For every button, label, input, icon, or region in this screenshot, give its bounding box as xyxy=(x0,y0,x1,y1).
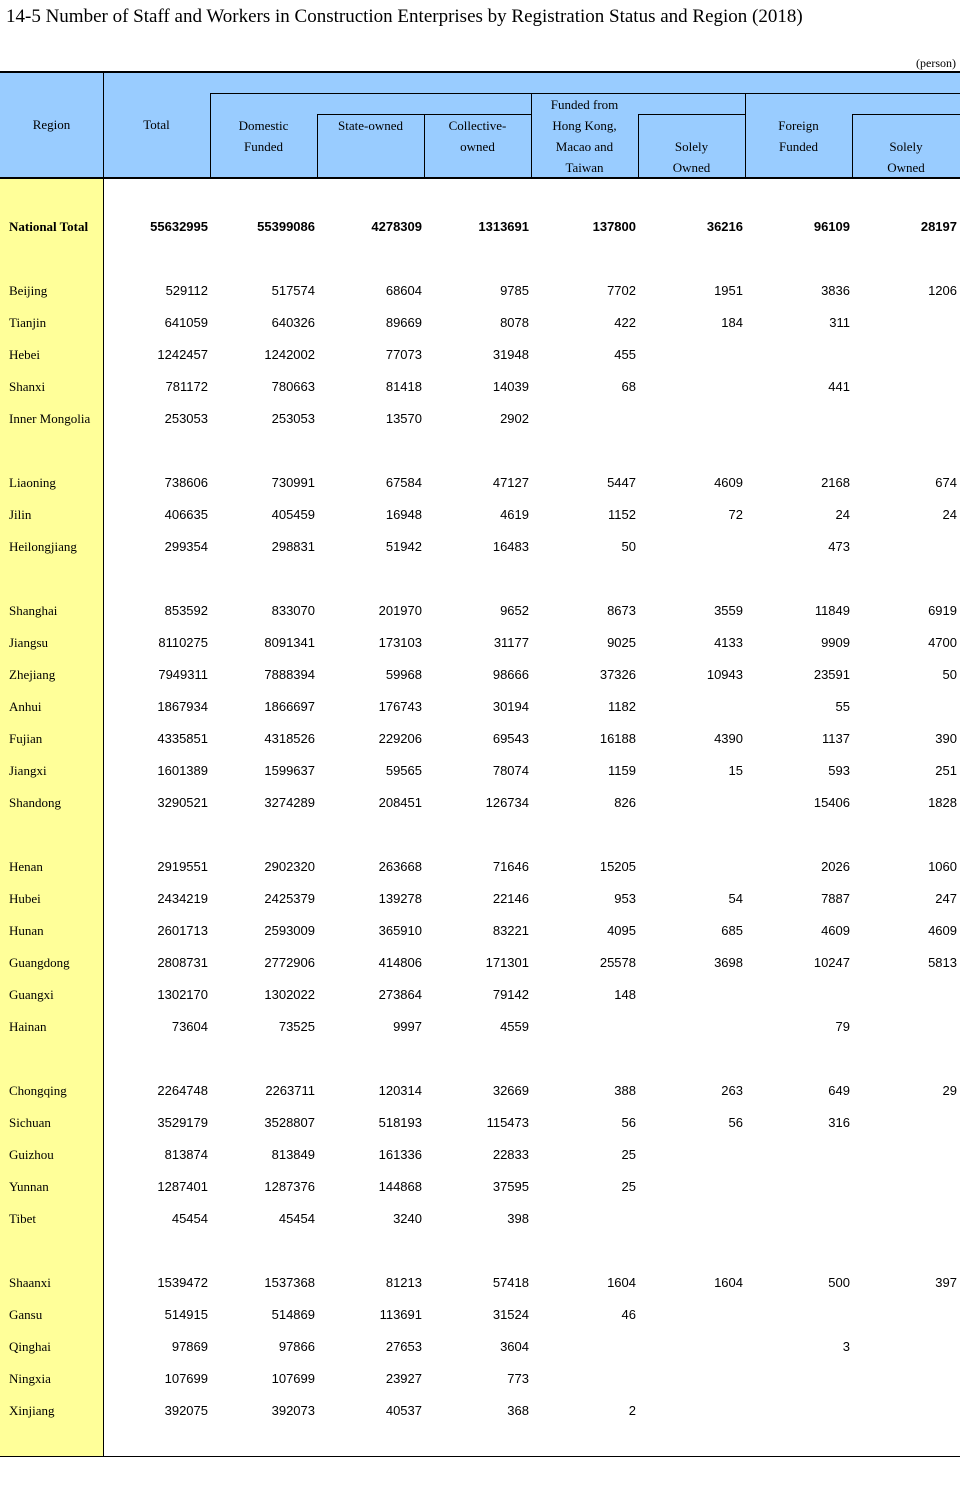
table-row xyxy=(0,920,960,940)
table-cell: 68 xyxy=(621,379,636,394)
table-cell: 3290521 xyxy=(157,795,208,810)
table-cell: 59968 xyxy=(385,667,422,682)
table-cell: 45454 xyxy=(278,1211,315,1226)
table-cell: 247 xyxy=(935,891,957,906)
table-cell: 4278309 xyxy=(371,219,422,234)
table-cell: 46 xyxy=(621,1307,636,1322)
table-cell: 674 xyxy=(935,475,957,490)
table-cell: 107699 xyxy=(164,1371,208,1386)
table-cell: 3836 xyxy=(821,283,850,298)
table-cell: 7949311 xyxy=(158,667,208,682)
table-cell: 23591 xyxy=(813,667,850,682)
table-cell: 4095 xyxy=(607,923,636,938)
table-row xyxy=(0,600,960,620)
table-cell: 3604 xyxy=(500,1339,529,1354)
table-cell: 4700 xyxy=(928,635,957,650)
header-foreign: Foreign Funded xyxy=(778,118,819,154)
table-cell: 3 xyxy=(842,1339,850,1354)
table-cell: 514869 xyxy=(271,1307,315,1322)
table-cell: 1287401 xyxy=(157,1179,208,1194)
table-cell: 738606 xyxy=(164,475,208,490)
table-cell: 97866 xyxy=(278,1339,315,1354)
table-cell: 47127 xyxy=(492,475,529,490)
table-cell: 781172 xyxy=(165,379,208,394)
table-cell: 529112 xyxy=(165,283,208,298)
table-cell: 25 xyxy=(621,1147,636,1162)
table-cell: 1539472 xyxy=(157,1275,208,1290)
region-name: Shanghai xyxy=(9,603,58,618)
unit-label: (person) xyxy=(916,56,956,70)
table-cell: 1242002 xyxy=(264,347,315,362)
table-cell: 640326 xyxy=(271,315,315,330)
region-name: Sichuan xyxy=(9,1115,51,1130)
table-cell: 9652 xyxy=(500,603,529,618)
table-cell: 89669 xyxy=(385,315,422,330)
table-cell: 176743 xyxy=(378,699,422,714)
table-row xyxy=(0,1208,960,1228)
region-name: Heilongjiang xyxy=(9,539,77,554)
table-cell: 514915 xyxy=(164,1307,208,1322)
table-row xyxy=(0,280,960,300)
table-cell: 8673 xyxy=(607,603,636,618)
table-cell: 55399086 xyxy=(257,219,315,234)
table-cell: 406635 xyxy=(164,507,208,522)
region-name: Hainan xyxy=(9,1019,47,1034)
table-cell: 68604 xyxy=(385,283,422,298)
table-cell: 1537368 xyxy=(264,1275,315,1290)
table-cell: 161336 xyxy=(378,1147,422,1162)
table-cell: 6919 xyxy=(928,603,957,618)
table-row xyxy=(0,1144,960,1164)
table-cell: 826 xyxy=(614,795,636,810)
table-row xyxy=(0,856,960,876)
table-row xyxy=(0,696,960,716)
table-cell: 398 xyxy=(507,1211,529,1226)
table-cell: 229206 xyxy=(378,731,422,746)
table-cell: 27653 xyxy=(385,1339,422,1354)
table-cell: 32669 xyxy=(492,1083,529,1098)
table-row xyxy=(0,216,960,236)
table-cell: 2264748 xyxy=(157,1083,208,1098)
table-cell: 780663 xyxy=(271,379,315,394)
table-cell: 405459 xyxy=(271,507,315,522)
region-name: Guangxi xyxy=(9,987,54,1002)
table-cell: 201970 xyxy=(378,603,422,618)
table-cell: 173103 xyxy=(378,635,422,650)
header-hk-macao-taiwan: Funded from Hong Kong, Macao and Taiwan xyxy=(550,97,619,175)
table-row xyxy=(0,1368,960,1388)
table-cell: 7702 xyxy=(607,283,636,298)
table-cell: 10943 xyxy=(706,667,743,682)
region-name: Xinjiang xyxy=(9,1403,55,1418)
table-cell: 4133 xyxy=(714,635,743,650)
table-cell: 3528807 xyxy=(264,1115,315,1130)
region-name: Beijing xyxy=(9,283,48,298)
table-cell: 4559 xyxy=(500,1019,529,1034)
table-cell: 72 xyxy=(728,507,743,522)
table-cell: 208451 xyxy=(378,795,422,810)
table-cell: 1302170 xyxy=(157,987,208,1002)
table-cell: 37595 xyxy=(492,1179,529,1194)
table-cell: 1287376 xyxy=(264,1179,315,1194)
table-cell: 73604 xyxy=(171,1019,208,1034)
table-cell: 1599637 xyxy=(264,763,315,778)
table-cell: 518193 xyxy=(378,1115,422,1130)
table-cell: 1159 xyxy=(608,763,636,778)
table-cell: 29 xyxy=(942,1083,957,1098)
table-cell: 2425379 xyxy=(264,891,315,906)
table-row xyxy=(0,1176,960,1196)
region-name: Fujian xyxy=(9,731,43,746)
table-cell: 422 xyxy=(614,315,636,330)
table-cell: 56 xyxy=(621,1115,636,1130)
table-row xyxy=(0,1112,960,1132)
table-cell: 14039 xyxy=(492,379,529,394)
table-cell: 4318526 xyxy=(264,731,315,746)
table-cell: 79142 xyxy=(492,987,529,1002)
table-cell: 473 xyxy=(828,539,850,554)
table-cell: 67584 xyxy=(385,475,422,490)
table-cell: 139278 xyxy=(378,891,422,906)
header-rule xyxy=(0,177,960,179)
table-cell: 55 xyxy=(835,699,850,714)
table-cell: 1152 xyxy=(608,507,636,522)
table-cell: 171301 xyxy=(485,955,529,970)
table-cell: 8078 xyxy=(500,315,529,330)
table-cell: 79 xyxy=(835,1019,850,1034)
table-cell: 148 xyxy=(614,987,636,1002)
table-cell: 40537 xyxy=(385,1403,422,1418)
table-cell: 4609 xyxy=(714,475,743,490)
table-cell: 97869 xyxy=(171,1339,208,1354)
table-row xyxy=(0,1272,960,1292)
region-column-background xyxy=(0,179,103,1456)
table-row xyxy=(0,1016,960,1036)
table-cell: 4609 xyxy=(928,923,957,938)
table-cell: 2593009 xyxy=(264,923,315,938)
table-row xyxy=(0,1080,960,1100)
table-cell: 36216 xyxy=(706,219,743,234)
header-state-owned: State-owned xyxy=(338,118,403,133)
table-cell: 81213 xyxy=(385,1275,422,1290)
table-cell: 316 xyxy=(828,1115,850,1130)
table-cell: 251 xyxy=(935,763,957,778)
table-cell: 96109 xyxy=(813,219,850,234)
header-collective: Collective- owned xyxy=(448,118,507,154)
table-cell: 73525 xyxy=(278,1019,315,1034)
table-cell: 126734 xyxy=(485,795,529,810)
table-cell: 500 xyxy=(828,1275,850,1290)
header-region: Region xyxy=(32,117,71,132)
header-total: Total xyxy=(143,117,170,132)
table-row xyxy=(0,536,960,556)
table-cell: 1313691 xyxy=(478,219,529,234)
table-row xyxy=(0,1400,960,1420)
table-cell: 25 xyxy=(621,1179,636,1194)
table-cell: 24 xyxy=(835,507,850,522)
table-cell: 184 xyxy=(721,315,743,330)
table-cell: 31177 xyxy=(493,635,529,650)
table-cell: 3698 xyxy=(714,955,743,970)
table-cell: 16483 xyxy=(492,539,529,554)
table-cell: 1060 xyxy=(928,859,957,874)
region-name: Guizhou xyxy=(9,1147,54,1162)
table-cell: 7888394 xyxy=(264,667,315,682)
table-cell: 4609 xyxy=(821,923,850,938)
region-name: Hunan xyxy=(9,923,44,938)
region-name: Hebei xyxy=(9,347,41,362)
table-cell: 813849 xyxy=(271,1147,315,1162)
table-row xyxy=(0,888,960,908)
header-domestic: Domestic Funded xyxy=(238,118,289,154)
table-cell: 55632995 xyxy=(150,219,208,234)
table-row xyxy=(0,344,960,364)
table-cell: 4335851 xyxy=(157,731,208,746)
table-cell: 5813 xyxy=(928,955,957,970)
table-cell: 273864 xyxy=(378,987,422,1002)
table-cell: 2168 xyxy=(821,475,850,490)
table-cell: 517574 xyxy=(271,283,315,298)
table-cell: 813874 xyxy=(164,1147,208,1162)
table-cell: 16948 xyxy=(385,507,422,522)
region-name: Ningxia xyxy=(9,1371,51,1386)
table-cell: 10247 xyxy=(813,955,850,970)
table-cell: 365910 xyxy=(378,923,422,938)
header-solely-owned: Solely Owned xyxy=(887,139,925,175)
table-cell: 2902320 xyxy=(264,859,315,874)
table-cell: 1242457 xyxy=(157,347,208,362)
table-row xyxy=(0,728,960,748)
table-cell: 1604 xyxy=(607,1275,636,1290)
table-cell: 25578 xyxy=(599,955,636,970)
table-row xyxy=(0,504,960,524)
table-cell: 1182 xyxy=(608,699,636,714)
table-cell: 414806 xyxy=(378,955,422,970)
table-cell: 397 xyxy=(935,1275,957,1290)
table-cell: 51942 xyxy=(385,539,422,554)
table-cell: 9785 xyxy=(500,283,529,298)
table-cell: 83221 xyxy=(492,923,529,938)
table-cell: 4619 xyxy=(500,507,529,522)
table-cell: 5447 xyxy=(607,475,636,490)
table-row xyxy=(0,376,960,396)
region-name: Jilin xyxy=(9,507,32,522)
region-name: Jiangxi xyxy=(9,763,47,778)
table-cell: 3559 xyxy=(714,603,743,618)
region-name: Shandong xyxy=(9,795,61,810)
region-name: Gansu xyxy=(9,1307,43,1322)
table-cell: 2919551 xyxy=(157,859,208,874)
region-name: Liaoning xyxy=(9,475,56,490)
table-cell: 1867934 xyxy=(157,699,208,714)
table-cell: 120314 xyxy=(378,1083,422,1098)
table-row xyxy=(0,632,960,652)
region-name: Jiangsu xyxy=(9,635,48,650)
region-name: Chongqing xyxy=(9,1083,67,1098)
table-cell: 54 xyxy=(728,891,743,906)
table-cell: 9997 xyxy=(393,1019,422,1034)
table-cell: 2808731 xyxy=(157,955,208,970)
table-cell: 2026 xyxy=(821,859,850,874)
table-cell: 37326 xyxy=(599,667,636,682)
table-cell: 16188 xyxy=(599,731,636,746)
table-cell: 78074 xyxy=(492,763,529,778)
table-row xyxy=(0,408,960,428)
table-cell: 11849 xyxy=(814,603,850,618)
table-row xyxy=(0,984,960,1004)
table-cell: 388 xyxy=(614,1083,636,1098)
table-cell: 1951 xyxy=(714,283,743,298)
table-cell: 69543 xyxy=(492,731,529,746)
table-cell: 115473 xyxy=(486,1115,529,1130)
table-cell: 441 xyxy=(828,379,850,394)
table-cell: 4390 xyxy=(714,731,743,746)
region-name: Inner Mongolia xyxy=(9,411,91,426)
region-name: Yunnan xyxy=(9,1179,49,1194)
table-cell: 9909 xyxy=(821,635,850,650)
table-cell: 1866697 xyxy=(264,699,315,714)
table-cell: 8091341 xyxy=(264,635,315,650)
table-cell: 311 xyxy=(829,315,850,330)
table-cell: 2772906 xyxy=(264,955,315,970)
table-cell: 953 xyxy=(614,891,636,906)
table-cell: 71646 xyxy=(492,859,529,874)
table-row xyxy=(0,312,960,332)
table-row xyxy=(0,472,960,492)
table-cell: 15406 xyxy=(813,795,850,810)
table-cell: 15205 xyxy=(599,859,636,874)
table-cell: 1302022 xyxy=(264,987,315,1002)
table-cell: 107699 xyxy=(271,1371,315,1386)
region-name: Qinghai xyxy=(9,1339,51,1354)
table-cell: 3274289 xyxy=(264,795,315,810)
region-name: Anhui xyxy=(9,699,42,714)
table-cell: 593 xyxy=(828,763,850,778)
table-cell: 28197 xyxy=(920,219,957,234)
table-cell: 31524 xyxy=(492,1307,529,1322)
header-divider xyxy=(852,114,960,115)
table-cell: 1137 xyxy=(822,731,850,746)
table-cell: 45454 xyxy=(171,1211,208,1226)
table-cell: 649 xyxy=(828,1083,850,1098)
table-cell: 13570 xyxy=(385,411,422,426)
table-cell: 3240 xyxy=(393,1211,422,1226)
table-row xyxy=(0,664,960,684)
table-cell: 22146 xyxy=(492,891,529,906)
table-cell: 113691 xyxy=(379,1307,422,1322)
table-cell: 685 xyxy=(721,923,743,938)
table-cell: 7887 xyxy=(821,891,850,906)
table-cell: 1601389 xyxy=(157,763,208,778)
page-title: 14-5 Number of Staff and Workers in Construction Enterprises by Registration Status and Region (2018) xyxy=(6,6,803,27)
region-name: Tibet xyxy=(9,1211,36,1226)
table-cell: 50 xyxy=(942,667,957,682)
table-cell: 30194 xyxy=(492,699,529,714)
table-row xyxy=(0,1336,960,1356)
region-name: Henan xyxy=(9,859,43,874)
table-cell: 833070 xyxy=(271,603,315,618)
table-cell: 144868 xyxy=(378,1179,422,1194)
table-cell: 56 xyxy=(728,1115,743,1130)
table-cell: 392073 xyxy=(271,1403,315,1418)
table-cell: 3529179 xyxy=(157,1115,208,1130)
table-cell: 730991 xyxy=(271,475,315,490)
table-cell: 22833 xyxy=(492,1147,529,1162)
region-name: National Total xyxy=(9,219,89,234)
table-cell: 263 xyxy=(721,1083,743,1098)
header-solely-owned: Solely Owned xyxy=(672,139,711,175)
table-cell: 57418 xyxy=(492,1275,529,1290)
region-name: Guangdong xyxy=(9,955,70,970)
table-cell: 77073 xyxy=(385,347,422,362)
table-cell: 299354 xyxy=(164,539,208,554)
table-cell: 263668 xyxy=(378,859,422,874)
table-cell: 137800 xyxy=(592,219,636,234)
table-cell: 98666 xyxy=(492,667,529,682)
table-cell: 15 xyxy=(728,763,743,778)
table-row xyxy=(0,952,960,972)
table-cell: 2 xyxy=(628,1403,636,1418)
region-name: Shanxi xyxy=(9,379,46,394)
table-cell: 59565 xyxy=(385,763,422,778)
header-divider xyxy=(638,114,745,115)
table-cell: 9025 xyxy=(607,635,636,650)
table-cell: 1828 xyxy=(928,795,957,810)
table-cell: 298831 xyxy=(271,539,315,554)
table-row xyxy=(0,760,960,780)
table-cell: 390 xyxy=(935,731,957,746)
table-cell: 253053 xyxy=(164,411,208,426)
table-cell: 455 xyxy=(614,347,636,362)
region-name: Shaanxi xyxy=(9,1275,51,1290)
table-cell: 641059 xyxy=(164,315,208,330)
table-cell: 23927 xyxy=(385,1371,422,1386)
table-cell: 392075 xyxy=(164,1403,208,1418)
table-cell: 2601713 xyxy=(157,923,208,938)
bottom-rule xyxy=(0,1456,960,1457)
table-cell: 81418 xyxy=(385,379,422,394)
table-cell: 853592 xyxy=(164,603,208,618)
table-cell: 1206 xyxy=(928,283,957,298)
table-row xyxy=(0,1304,960,1324)
region-name: Zhejiang xyxy=(9,667,56,682)
table-cell: 24 xyxy=(942,507,957,522)
table-cell: 31948 xyxy=(492,347,529,362)
table-cell: 50 xyxy=(621,539,636,554)
top-rule xyxy=(0,71,960,73)
table-cell: 2902 xyxy=(500,411,529,426)
table-cell: 2434219 xyxy=(157,891,208,906)
region-name: Tianjin xyxy=(9,315,47,330)
table-cell: 8110275 xyxy=(158,635,208,650)
table-row xyxy=(0,792,960,812)
table-cell: 2263711 xyxy=(265,1083,315,1098)
table-cell: 773 xyxy=(507,1371,529,1386)
table-cell: 368 xyxy=(507,1403,529,1418)
region-name: Hubei xyxy=(9,891,41,906)
table-cell: 253053 xyxy=(271,411,315,426)
table-cell: 1604 xyxy=(714,1275,743,1290)
